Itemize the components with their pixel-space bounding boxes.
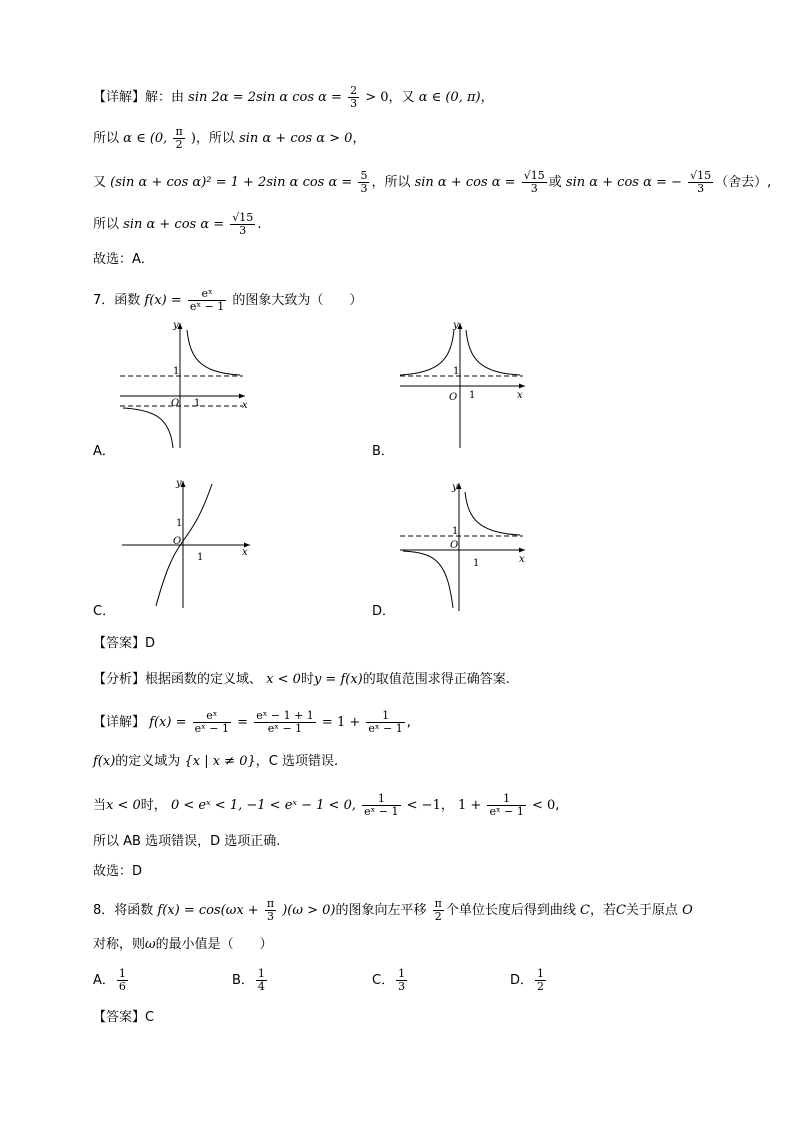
y-label: y xyxy=(453,320,459,331)
fraction: $\frac{1}{\text{eˣ − 1}}$ xyxy=(364,792,399,818)
fraction: $\frac{√15}{3}$ xyxy=(232,211,254,237)
detail-7: 【详解】 f(x) = $\frac{\text{eˣ}}{\text{eˣ − 1}}$ = $\frac{\text{eˣ − 1 + 1}}{\text{eˣ − 1}}$ = 1 + $\frac{1}{\text{eˣ − 1}}$ , xyxy=(93,709,411,735)
y-label: y xyxy=(176,478,182,489)
option-c-label: C． xyxy=(93,604,116,619)
graph-option-d xyxy=(395,478,530,613)
answer-7: 【答案】D xyxy=(93,636,156,651)
question-8-cont: 对称，则ω的最小值是（ ） xyxy=(93,937,273,952)
option-d-label: D． xyxy=(372,604,396,619)
detail-tag: 【详解】 xyxy=(93,90,146,105)
tick-1-y: 1 xyxy=(453,366,460,377)
x-label: x xyxy=(519,554,525,565)
x-axis-arrow xyxy=(519,384,525,389)
fraction: $\frac{\pi}{3}$ xyxy=(266,897,275,923)
fraction: $\frac{\pi}{2}$ xyxy=(175,125,183,151)
x-label: x xyxy=(242,547,248,558)
detail-line-3: 又 (sin α + cos α)² = 1 + 2sin α cos α = $\frac{5}{3}$ ，所以 sin α + cos α = $\frac{√15}{3}$ 或 sin α + cos α = − $\frac{√15}{3}$ （舍去）, xyxy=(93,169,772,195)
curve-left xyxy=(400,330,454,375)
x-axis-arrow xyxy=(239,394,245,399)
question-8: 8．将函数 f(x) = cos(ωx + $\frac{\pi}{3}$ )(ω > 0)的图象向左平移 $\frac{\pi}{2}$ 个单位长度后得到曲线 C，若C关于原点 O xyxy=(93,897,693,923)
tick-1-x: 1 xyxy=(194,398,201,409)
curve-left xyxy=(403,551,453,608)
x-label: x xyxy=(242,400,248,411)
analysis-7: 【分析】根据函数的定义域、 x < 0时y = f(x)的取值范围求得正确答案. xyxy=(93,672,510,687)
when-7: 当x < 0时， 0 < eˣ < 1, −1 < eˣ − 1 < 0, $\frac{1}{\text{eˣ − 1}}$ < −1， 1 + $\frac{1}{\text{eˣ − 1}}$ < 0, xyxy=(93,792,560,818)
answer-tag: 【答案】 xyxy=(93,1010,146,1025)
curve-right xyxy=(187,330,240,375)
graph-option-b xyxy=(395,318,530,453)
answer-tag: 【答案】 xyxy=(93,636,146,651)
x-axis-arrow xyxy=(519,548,525,553)
domain-7: f(x)的定义域为 {x | x ≠ 0}，C 选项错误. xyxy=(93,754,339,769)
tick-1-y: 1 xyxy=(452,526,459,537)
tick-1-x: 1 xyxy=(197,552,204,563)
option-8-b: B． $\frac{1}{4}$ xyxy=(232,967,265,993)
option-8-d: D． $\frac{1}{2}$ xyxy=(510,967,545,993)
choose-7: 故选：D xyxy=(93,864,143,879)
tick-1-x: 1 xyxy=(473,558,480,569)
option-8-c: C． $\frac{1}{3}$ xyxy=(372,967,406,993)
y-label: y xyxy=(452,482,458,493)
conclusion-7: 所以 AB 选项错误，D 选项正确. xyxy=(93,834,281,849)
x-label: x xyxy=(517,390,523,401)
origin-label: O xyxy=(173,536,182,547)
tick-1-x: 1 xyxy=(469,390,476,401)
origin-label: O xyxy=(171,398,180,409)
fraction: $\frac{\text{eˣ}}{\text{eˣ − 1}}$ xyxy=(194,709,229,735)
fraction: $\frac{2}{3}$ xyxy=(350,84,358,110)
curve-right xyxy=(466,330,520,375)
tick-1-y: 1 xyxy=(176,518,183,529)
fraction: $\frac{\pi}{2}$ xyxy=(434,897,442,923)
curve-right xyxy=(465,492,520,535)
detail-tag: 【详解】 xyxy=(93,715,146,730)
fraction: $\frac{√15}{3}$ xyxy=(523,169,545,195)
option-8-a: A． $\frac{1}{6}$ xyxy=(93,967,126,993)
question-7: 7．函数 f(x) = $\frac{\text{eˣ}}{\text{eˣ − 1}}$ 的图象大致为（ ） xyxy=(93,287,363,313)
answer-8: 【答案】C xyxy=(93,1010,155,1025)
origin-label: O xyxy=(449,392,458,403)
fraction: $\frac{5}{3}$ xyxy=(360,169,368,195)
y-label: y xyxy=(173,320,179,331)
fraction: $\frac{\text{eˣ}}{\text{eˣ − 1}}$ xyxy=(189,287,225,313)
detail-line-2: 所以 α ∈ (0, $\frac{\pi}{2}$ )，所以 sin α + cos α > 0， xyxy=(93,125,366,151)
fraction: $\frac{1}{\text{eˣ − 1}}$ xyxy=(489,792,524,818)
tick-1-y: 1 xyxy=(173,366,180,377)
graph-option-a xyxy=(115,318,250,453)
origin-label: O xyxy=(450,540,459,551)
analysis-tag: 【分析】 xyxy=(93,672,146,687)
fraction: $\frac{\text{eˣ − 1 + 1}}{\text{eˣ − 1}}$ xyxy=(256,709,314,735)
graph-option-c xyxy=(120,478,255,610)
detail-line-4: 所以 sin α + cos α = $\frac{√15}{3}$ . xyxy=(93,211,262,237)
fraction: $\frac{√15}{3}$ xyxy=(690,169,712,195)
choose-line-6: 故选：A． xyxy=(93,252,154,267)
curve-left xyxy=(123,408,173,448)
fraction: $\frac{1}{\text{eˣ − 1}}$ xyxy=(368,709,403,735)
detail-line-1: 【详解】解：由 sin 2α = 2sin α cos α = $\frac{2}{3}$ > 0，又 α ∈ (0, π)， xyxy=(93,84,494,110)
option-a-label: A． xyxy=(93,444,115,459)
option-b-label: B． xyxy=(372,444,394,459)
